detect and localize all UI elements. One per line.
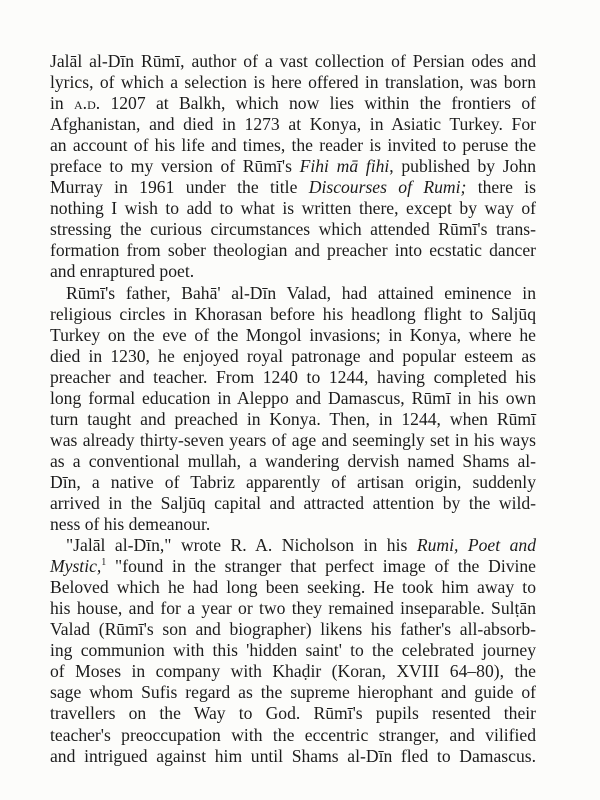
- paragraph: [50, 51, 536, 283]
- text-segment: ing communion with this 'hidden saint' to the celebrated journey: [50, 640, 536, 661]
- text-segment: Rumi, Poet and: [416, 535, 536, 556]
- text-segment: Afghanistan, and died in 1273 at Konya, in Asiatic Turkey. For: [50, 114, 536, 135]
- text-segment: in: [50, 93, 74, 114]
- text-segment: Rūmī's father, Bahā' al-Dīn Valad, had attained eminence in: [66, 282, 536, 303]
- text-segment: 1207 at Balkh, which now lies within the frontiers of: [100, 93, 536, 114]
- text-segment: stressing the curious circumstances which attended Rūmī's trans-: [50, 219, 536, 240]
- text-segment: of Moses in company with Khaḍir (Koran, XVIII 64–80), the: [50, 661, 536, 682]
- text-segment: "Jalāl al-Dīn," wrote R. A. Nicholson in his: [66, 535, 417, 556]
- text-line: [50, 514, 536, 535]
- text-segment: and enraptured poet.: [50, 261, 195, 282]
- text-segment: Discourses of Rumi;: [308, 177, 467, 198]
- text-segment: Fihi mā fihi: [299, 156, 390, 177]
- text-line: [50, 367, 536, 388]
- text-segment: teacher's preoccupation with the eccentric stranger, and vilified: [50, 724, 536, 745]
- book-page-text: [50, 51, 536, 767]
- text-segment: Murray in 1961 under the title: [50, 177, 309, 198]
- text-segment: Dīn, a native of Tabriz apparently of artisan origin, suddenly: [50, 471, 536, 492]
- footnote-marker: 1: [101, 557, 107, 569]
- text-segment: arrived in the Saljūq capital and attracted attention by the wild-: [50, 492, 536, 513]
- text-segment: long formal education in Aleppo and Damascus, Rūmī in his own: [50, 387, 536, 408]
- text-line: [50, 409, 536, 430]
- text-segment: his house, and for a year or two they remained inseparable. Sulṭān: [50, 598, 536, 619]
- text-line: [50, 577, 536, 598]
- paragraph: [50, 535, 536, 767]
- text-line: [50, 346, 536, 367]
- text-segment: nothing I wish to add to what is written there, except by way of: [50, 198, 536, 219]
- text-line: [50, 725, 536, 746]
- text-segment: turn taught and preached in Konya. Then, in 1244, when Rūmī: [50, 408, 536, 429]
- text-segment: , published by John: [389, 156, 536, 177]
- text-segment: died in 1230, he enjoyed royal patronage and popular esteem as: [50, 345, 536, 366]
- text-line: [50, 451, 536, 472]
- text-line: [50, 493, 536, 514]
- text-line: [50, 325, 536, 346]
- text-segment: "found in the stranger that perfect image of the Divine: [106, 556, 536, 577]
- text-segment: Beloved which he had long been seeking. He took him away to: [50, 577, 536, 598]
- text-line: [50, 703, 536, 724]
- text-segment: and intrigued against him until Shams al-Dīn fled to Damascus.: [50, 745, 536, 766]
- text-line: [50, 72, 536, 93]
- text-line: [50, 114, 536, 135]
- text-line: [50, 177, 536, 198]
- text-segment: Jalāl al-Dīn Rūmī, author of a vast collection of Persian odes and: [50, 51, 536, 71]
- text-segment: travellers on the Way to God. Rūmī's pupils resented their: [50, 703, 536, 724]
- text-line: [50, 283, 536, 304]
- text-line: [50, 598, 536, 619]
- text-line: [50, 746, 536, 767]
- text-line: [50, 640, 536, 661]
- text-line: [50, 51, 536, 72]
- text-segment: religious circles in Khorasan before his headlong flight to Saljūq: [50, 303, 536, 324]
- text-segment: preface to my version of Rūmī's: [50, 156, 300, 177]
- paragraph: [50, 283, 536, 536]
- text-line: [50, 535, 536, 556]
- text-line: [50, 240, 536, 261]
- text-line: [50, 430, 536, 451]
- text-line: [50, 472, 536, 493]
- text-line: [50, 135, 536, 156]
- text-segment: sage whom Sufis regard as the supreme hierophant and guide of: [50, 682, 536, 703]
- text-segment: there is: [466, 177, 536, 198]
- text-line: [50, 304, 536, 325]
- text-segment: ness of his demeanour.: [50, 514, 211, 535]
- text-segment: formation from sober theologian and preacher into ecstatic dancer: [50, 240, 536, 261]
- text-line: [50, 261, 536, 282]
- text-line: [50, 556, 536, 577]
- text-segment: a.d.: [74, 93, 101, 114]
- text-segment: an account of his life and times, the reader is invited to peruse the: [50, 135, 536, 156]
- text-line: [50, 682, 536, 703]
- text-line: [50, 661, 536, 682]
- text-line: [50, 388, 536, 409]
- text-segment: as a conventional mullah, a wandering dervish named Shams al-: [50, 450, 536, 471]
- text-line: [50, 93, 536, 114]
- text-segment: Turkey on the eve of the Mongol invasions; in Konya, where he: [50, 324, 536, 345]
- text-line: [50, 156, 536, 177]
- text-segment: Valad (Rūmī's son and biographer) likens his father's all-absorb-: [50, 619, 536, 640]
- text-line: [50, 198, 536, 219]
- text-segment: was already thirty-seven years of age and seemingly set in his ways: [50, 429, 536, 450]
- text-segment: preacher and teacher. From 1240 to 1244, having completed his: [50, 366, 536, 387]
- text-line: [50, 219, 536, 240]
- text-segment: lyrics, of which a selection is here offered in translation, was born: [50, 72, 536, 93]
- text-segment: Mystic,: [50, 556, 102, 577]
- text-line: [50, 619, 536, 640]
